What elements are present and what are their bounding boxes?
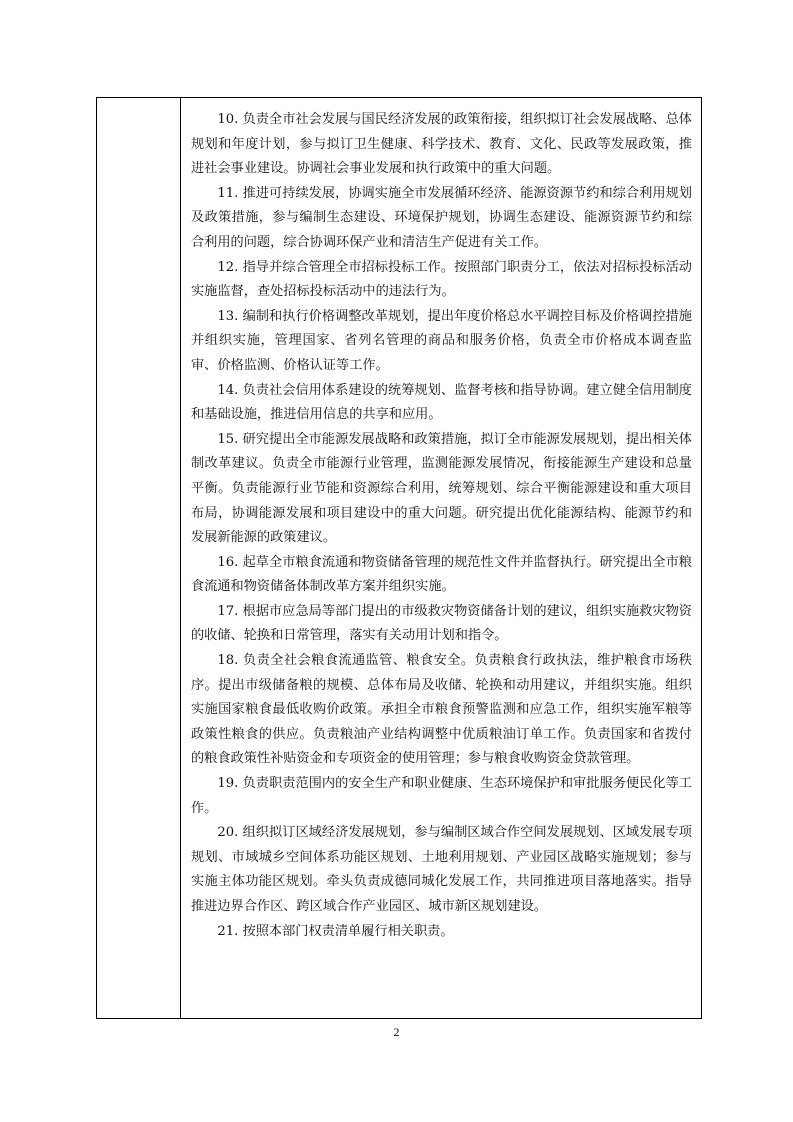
duty-item-17: 17. 根据市应急局等部门提出的市级救灾物资储备计划的建议，组织实施救灾物资的收储、轮换和日常管理，落实有关动用计划和指令。 xyxy=(191,603,692,644)
duty-item-10: 10. 负责全市社会发展与国民经济发展的政策衔接，组织拟订社会发展战略、总体规划和年度计划，参与拟订卫生健康、科学技术、教育、文化、民政等发展政策，推进社会事业建设。协调社会事业发展和执行政策中的重大问题。 xyxy=(191,112,692,177)
label-column-cell xyxy=(97,98,181,1018)
duty-item-14: 14. 负责社会信用体系建设的统筹规划、监督考核和指导协调。建立健全信用制度和基础设施，推进信用信息的共享和应用。 xyxy=(191,382,692,423)
duties-content-cell xyxy=(181,98,701,1018)
duty-item-12: 12. 指导并综合管理全市招标投标工作。按照部门职责分工，依法对招标投标活动实施监督，查处招标投标活动中的违法行为。 xyxy=(191,259,692,300)
duty-item-16: 16. 起草全市粮食流通和物资储备管理的规范性文件并监督执行。研究提出全市粮食流通和物资储备体制改革方案并组织实施。 xyxy=(191,554,692,595)
duty-item-21: 21. 按照本部门权责清单履行相关职责。 xyxy=(217,923,454,939)
duty-item-13: 13. 编制和执行价格调整改革规划，提出年度价格总水平调控目标及价格调控措施并组织实施，管理国家、省列名管理的商品和服务价格，负责全市价格成本调查监审、价格监测、价格认证等工作。 xyxy=(191,308,692,373)
duty-item-20: 20. 组织拟订区域经济发展规划，参与编制区域合作空间发展规划、区域发展专项规划、市域城乡空间体系功能区规划、土地利用规划、产业园区战略实施规划；参与实施主体功能区规划。牵头负责成德同城化发展工作，共同推进项目落地落实。指导推进边界合作区、跨区域合作产业园区、城市新区规划建设。 xyxy=(191,825,692,914)
duty-item-11: 11. 推进可持续发展，协调实施全市发展循环经济、能源资源节约和综合利用规划及政策措施，参与编制生态建设、环境保护规划，协调生态建设、能源资源节约和综合利用的问题，综合协调环保产业和清洁生产促进有关工作。 xyxy=(191,185,692,250)
duty-item-18: 18. 负责全社会粮食流通监管、粮食安全。负责粮食行政执法，维护粮食市场秩序。提出市级储备粮的规模、总体布局及收储、轮换和动用建议，并组织实施。组织实施国家粮食最低收购价政策。承担全市粮食预警监测和应急工作，组织实施军粮等政策性粮食的供应。负责粮油产业结构调整中优质粮油订单工作。负责国家和省拨付的粮食政策性补贴资金和专项资金的使用管理；参与粮食收购资金贷款管理。 xyxy=(191,653,692,767)
duties-table xyxy=(96,97,702,1019)
duty-item-19: 19. 负责职责范围内的安全生产和职业健康、生态环境保护和审批服务便民化等工作。 xyxy=(191,776,692,816)
page-number: 2 xyxy=(393,1025,400,1039)
duty-item-15: 15. 研究提出全市能源发展战略和政策措施，拟订全市能源发展规划，提出相关体制改革建议。负责全市能源行业管理，监测能源发展情况，衔接能源生产建设和总量平衡。负责能源行业节能和资源综合利用，统筹规划、综合平衡能源建设和重大项目布局，协调能源发展和项目建设中的重大问题。研究提出优化能源结构、能源节约和发展新能源的政策建议。 xyxy=(191,431,692,546)
